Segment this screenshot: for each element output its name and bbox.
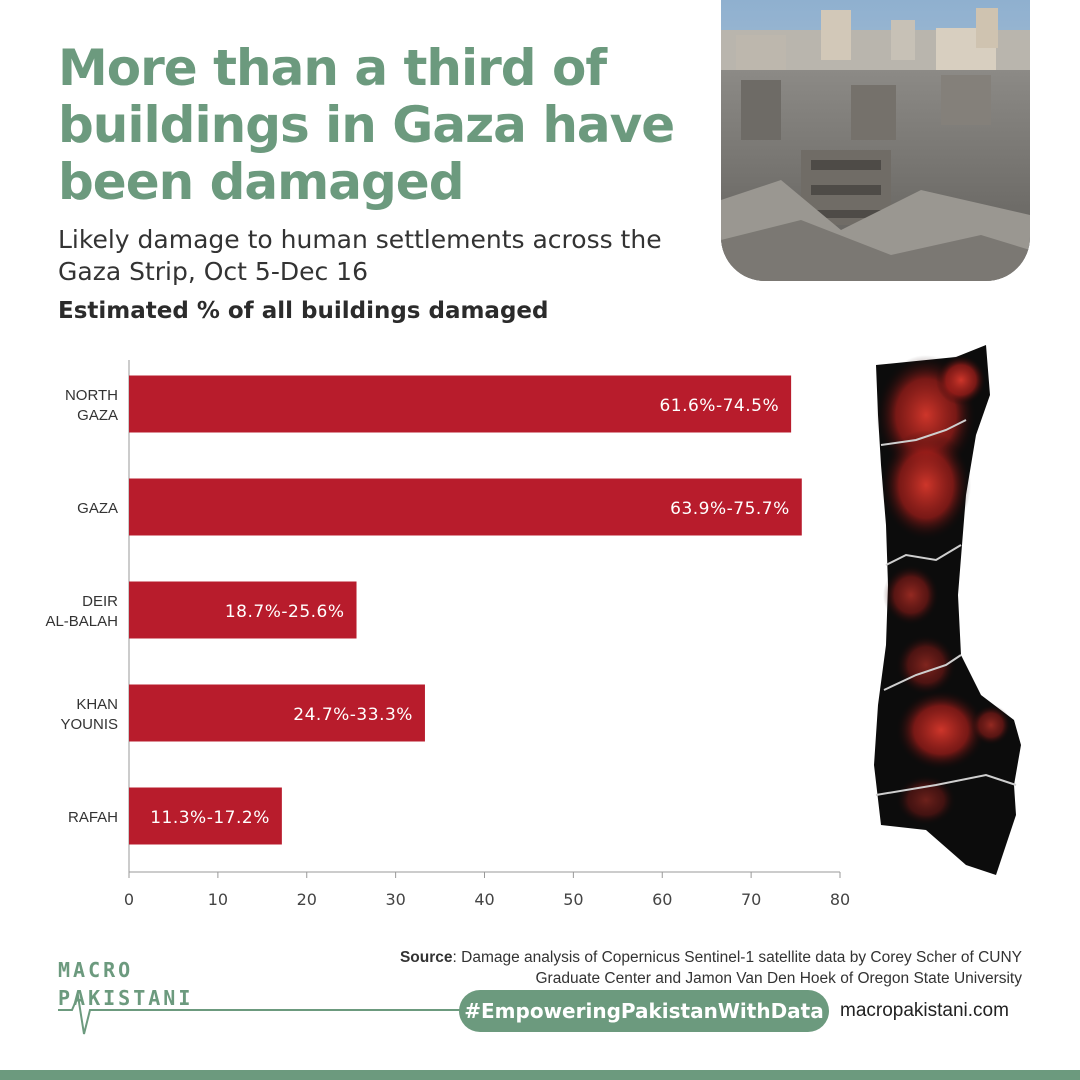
x-tick-label-7: 70: [740, 890, 762, 909]
logo-text-pakistani: PAKISTANI: [58, 986, 194, 1010]
x-tick-label-5: 50: [563, 890, 584, 909]
x-tick-label-3: 30: [385, 890, 406, 909]
x-tick-label-4: 40: [474, 890, 495, 909]
bar-chart: [0, 340, 860, 920]
data-label-0: 61.6%-74.5%: [659, 396, 780, 416]
page-title: More than a third of buildings in Gaza have been damaged: [58, 39, 675, 211]
data-label-4: 11.3%-17.2%: [150, 808, 270, 828]
category-label-2-0: DEIR: [82, 593, 118, 610]
x-tick-label-8: 80: [829, 890, 851, 909]
logo-text-macro: MACRO: [58, 958, 134, 982]
destroyed-buildings-photo: [721, 0, 1030, 281]
x-tick-label-1: 10: [207, 890, 229, 909]
x-tick-label-2: 20: [296, 890, 317, 909]
x-tick-label-6: 60: [652, 890, 673, 909]
category-label-0-1: GAZA: [77, 407, 118, 424]
data-label-3: 24.7%-33.3%: [293, 705, 413, 725]
category-label-4-0: RAFAH: [67, 809, 118, 826]
data-label-1: 63.9%-75.7%: [670, 499, 790, 519]
hashtag-badge: #EmpoweringPakistanWithData: [459, 990, 829, 1032]
category-label-0-0: NORTH: [64, 387, 118, 404]
x-tick-label-0: 0: [123, 890, 135, 909]
category-label-2-1: AL-BALAH: [45, 613, 118, 630]
category-label-3-1: YOUNIS: [60, 716, 118, 733]
category-label-1-0: GAZA: [77, 500, 118, 517]
category-label-3-0: KHAN: [76, 696, 118, 713]
bottom-accent-bar: [0, 1070, 1080, 1080]
source-text: : Damage analysis of Copernicus Sentinel-1 satellite data by Corey Scher of CUNY Graduate Center and Jamon Van Den Hoek of Oregon State University: [452, 949, 1022, 987]
source-label: Source: [399, 949, 453, 966]
macro-pakistani-logo: [58, 956, 478, 1040]
website-link[interactable]: macropakistani.com: [840, 1000, 1009, 1021]
chart-measure-label: Estimated % of all buildings damaged: [58, 298, 549, 324]
gaza-damage-map: [866, 345, 1026, 885]
data-label-2: 18.7%-25.6%: [224, 602, 345, 622]
page-subtitle: Likely damage to human settlements across the Gaza Strip, Oct 5-Dec 16: [58, 225, 662, 286]
